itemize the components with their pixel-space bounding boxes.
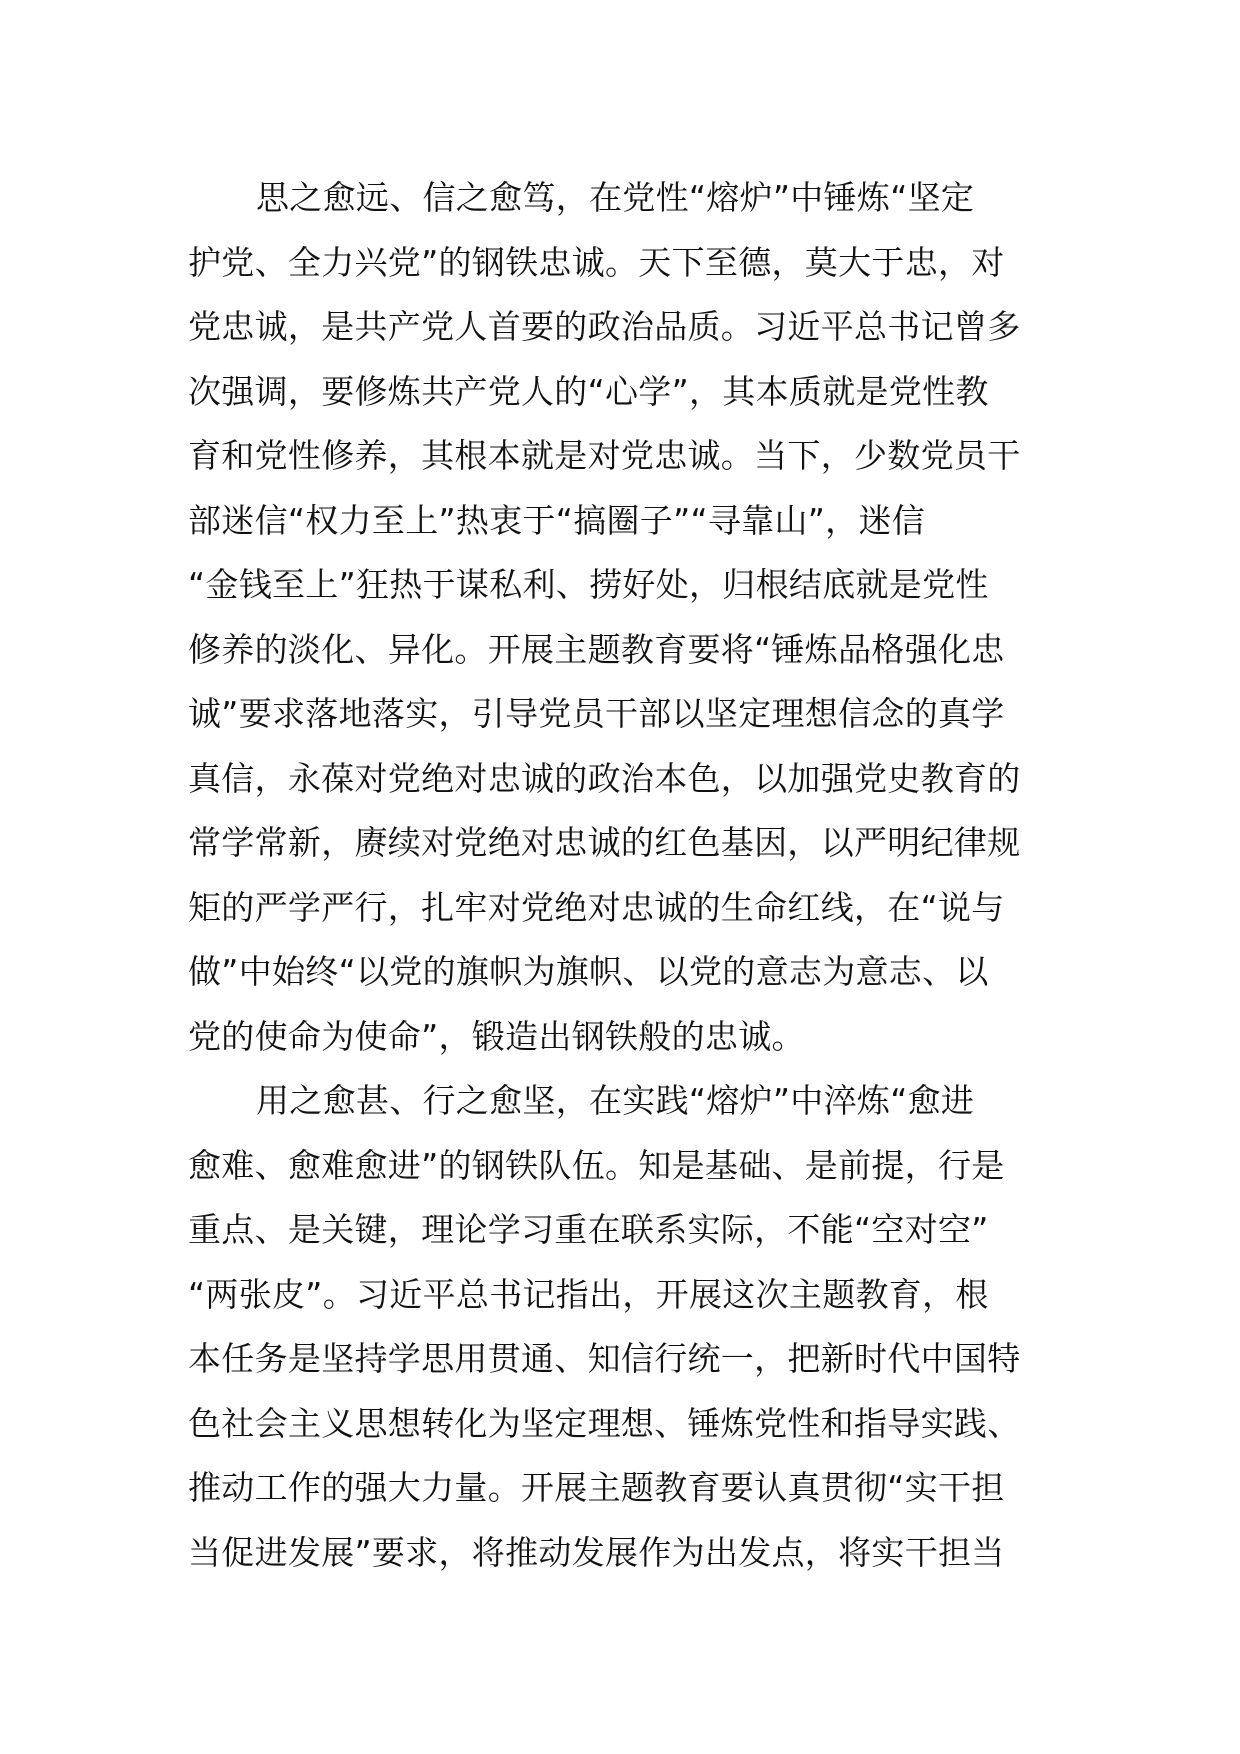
text-line: “两张皮”。习近平总书记指出，开展这次主题教育，根 [188, 1274, 989, 1314]
text-line: 重点、是关键，理论学习重在联系实际，不能“空对空” [188, 1210, 989, 1249]
text-line: 修养的淡化、异化。开展主题教育要将“锤炼品格强化忠 [188, 629, 1005, 669]
text-line: 做”中始终“以党的旗帜为旗帜、以党的意志为意志、以 [188, 952, 989, 991]
text-line: 部迷信“权力至上”热衷于“搞圈子”“寻靠山”，迷信 [188, 500, 926, 540]
text-line: “金钱至上”狂热于谋私利、捞好处，归根结底就是党性 [188, 565, 989, 604]
document-body [188, 166, 1058, 1585]
text-line: 次强调，要修炼共产党人的“心学”，其本质就是党性教 [188, 371, 989, 411]
text-line: 愈难、愈难愈进”的钢铁队伍。知是基础、是前提，行是 [188, 1145, 1005, 1185]
text-line: 当促进发展”要求，将推动发展作为出发点，将实干担当 [188, 1532, 1005, 1572]
text-line: 用之愈甚、行之愈坚，在实践“熔炉”中淬炼“愈进 [256, 1081, 975, 1120]
paragraph-loyalty [188, 166, 1058, 1069]
text-line: 党忠诚，是共产党人首要的政治品质。习近平总书记曾多 [188, 307, 1021, 346]
text-line: 思之愈远、信之愈笃，在党性“熔炉”中锤炼“坚定 [256, 178, 975, 217]
text-line: 真信，永葆对党绝对忠诚的政治本色，以加强党史教育的 [188, 758, 1021, 798]
text-line: 常学常新，赓续对党绝对忠诚的红色基因，以严明纪律规 [188, 823, 1021, 862]
text-line: 色社会主义思想转化为坚定理想、锤炼党性和指导实践、 [188, 1403, 1021, 1443]
text-line: 诚”要求落地落实，引导党员干部以坚定理想信念的真学 [188, 694, 1005, 733]
text-line: 矩的严学严行，扎牢对党绝对忠诚的生命红线，在“说与 [188, 887, 1005, 927]
text-line: 推动工作的强大力量。开展主题教育要认真贯彻“实干担 [188, 1468, 1005, 1507]
text-line: 育和党性修养，其根本就是对党忠诚。当下，少数党员干 [188, 436, 1021, 475]
text-line: 护党、全力兴党”的钢铁忠诚。天下至德，莫大于忠，对 [188, 242, 1005, 282]
paragraph-practice [188, 1069, 1058, 1585]
text-line: 党的使命为使命”，锻造出钢铁般的忠诚。 [188, 1016, 805, 1056]
text-line: 本任务是坚持学思用贯通、知信行统一，把新时代中国特 [188, 1339, 1021, 1378]
